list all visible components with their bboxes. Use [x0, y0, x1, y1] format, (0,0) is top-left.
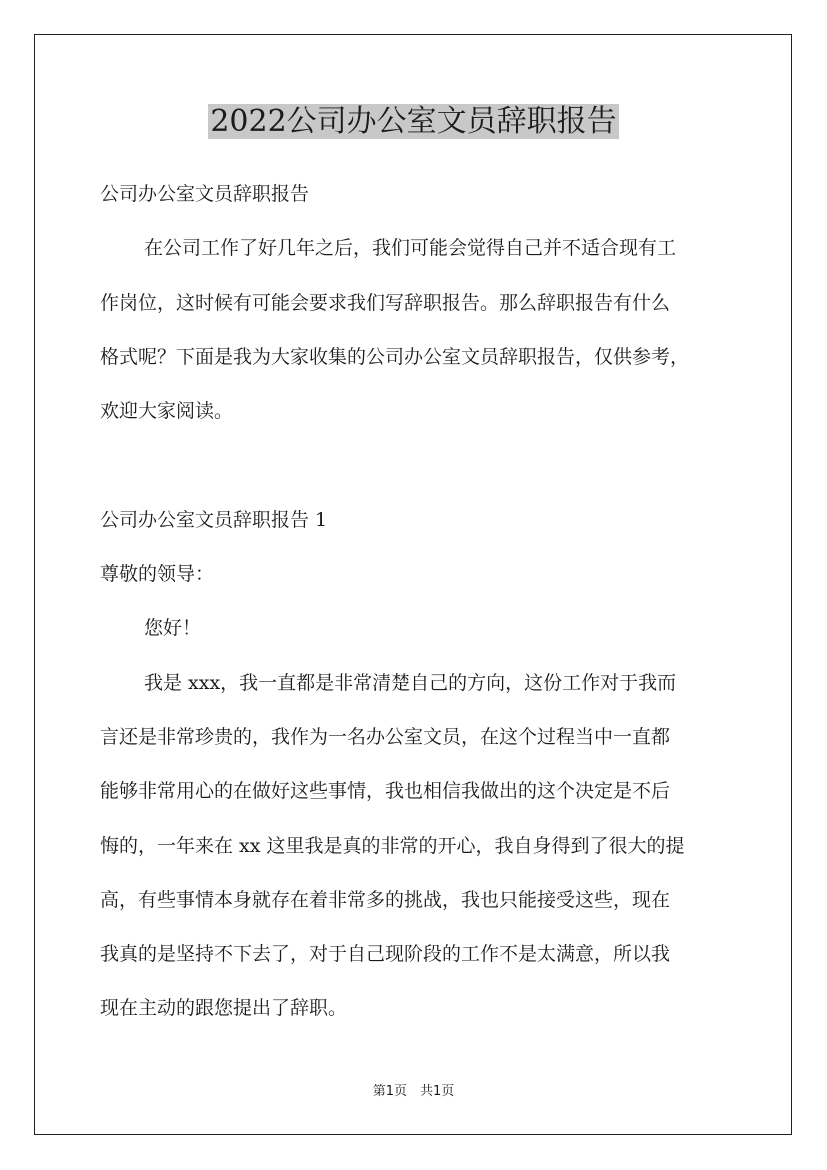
section-heading: 公司办公室文员辞职报告 1	[100, 509, 328, 531]
page-footer	[0, 1083, 827, 1101]
body-line-4: 悔的，一年来在 xx 这里我是真的非常的开心，我自身得到了很大的提	[100, 835, 685, 857]
body-line-5: 高，有些事情本身就存在着非常多的挑战，我也只能接受这些，现在	[100, 889, 671, 911]
body-line-7: 现在主动的跟您提出了辞职。	[100, 997, 348, 1019]
body-line-6: 我真的是坚持不下去了，对于自己现阶段的工作不是太满意，所以我	[100, 943, 671, 965]
body-line-2: 言还是非常珍贵的，我作为一名办公室文员，在这个过程当中一直都	[100, 726, 671, 748]
intro-line-3: 格式呢？下面是我为大家收集的公司办公室文员辞职报告，仅供参考，	[100, 346, 690, 368]
body-line-3: 能够非常用心的在做好这些事情，我也相信我做出的这个决定是不后	[100, 780, 671, 802]
page-number-indicator: 第1页 共1页	[372, 1084, 455, 1099]
intro-line-1: 在公司工作了好几年之后，我们可能会觉得自己并不适合现有工	[144, 237, 677, 259]
intro-line-2: 作岗位，这时候有可能会要求我们写辞职报告。那么辞职报告有什么	[100, 292, 671, 314]
document-subtitle: 公司办公室文员辞职报告	[100, 183, 310, 205]
greeting: 您好！	[144, 617, 202, 639]
salutation: 尊敬的领导：	[100, 563, 215, 585]
document-title-text: 2022公司办公室文员辞职报告	[210, 104, 617, 139]
intro-line-4: 欢迎大家阅读。	[100, 400, 234, 422]
body-line-1: 我是 xxx，我一直都是非常清楚自己的方向，这份工作对于我而	[144, 672, 677, 694]
document-title	[0, 100, 827, 144]
